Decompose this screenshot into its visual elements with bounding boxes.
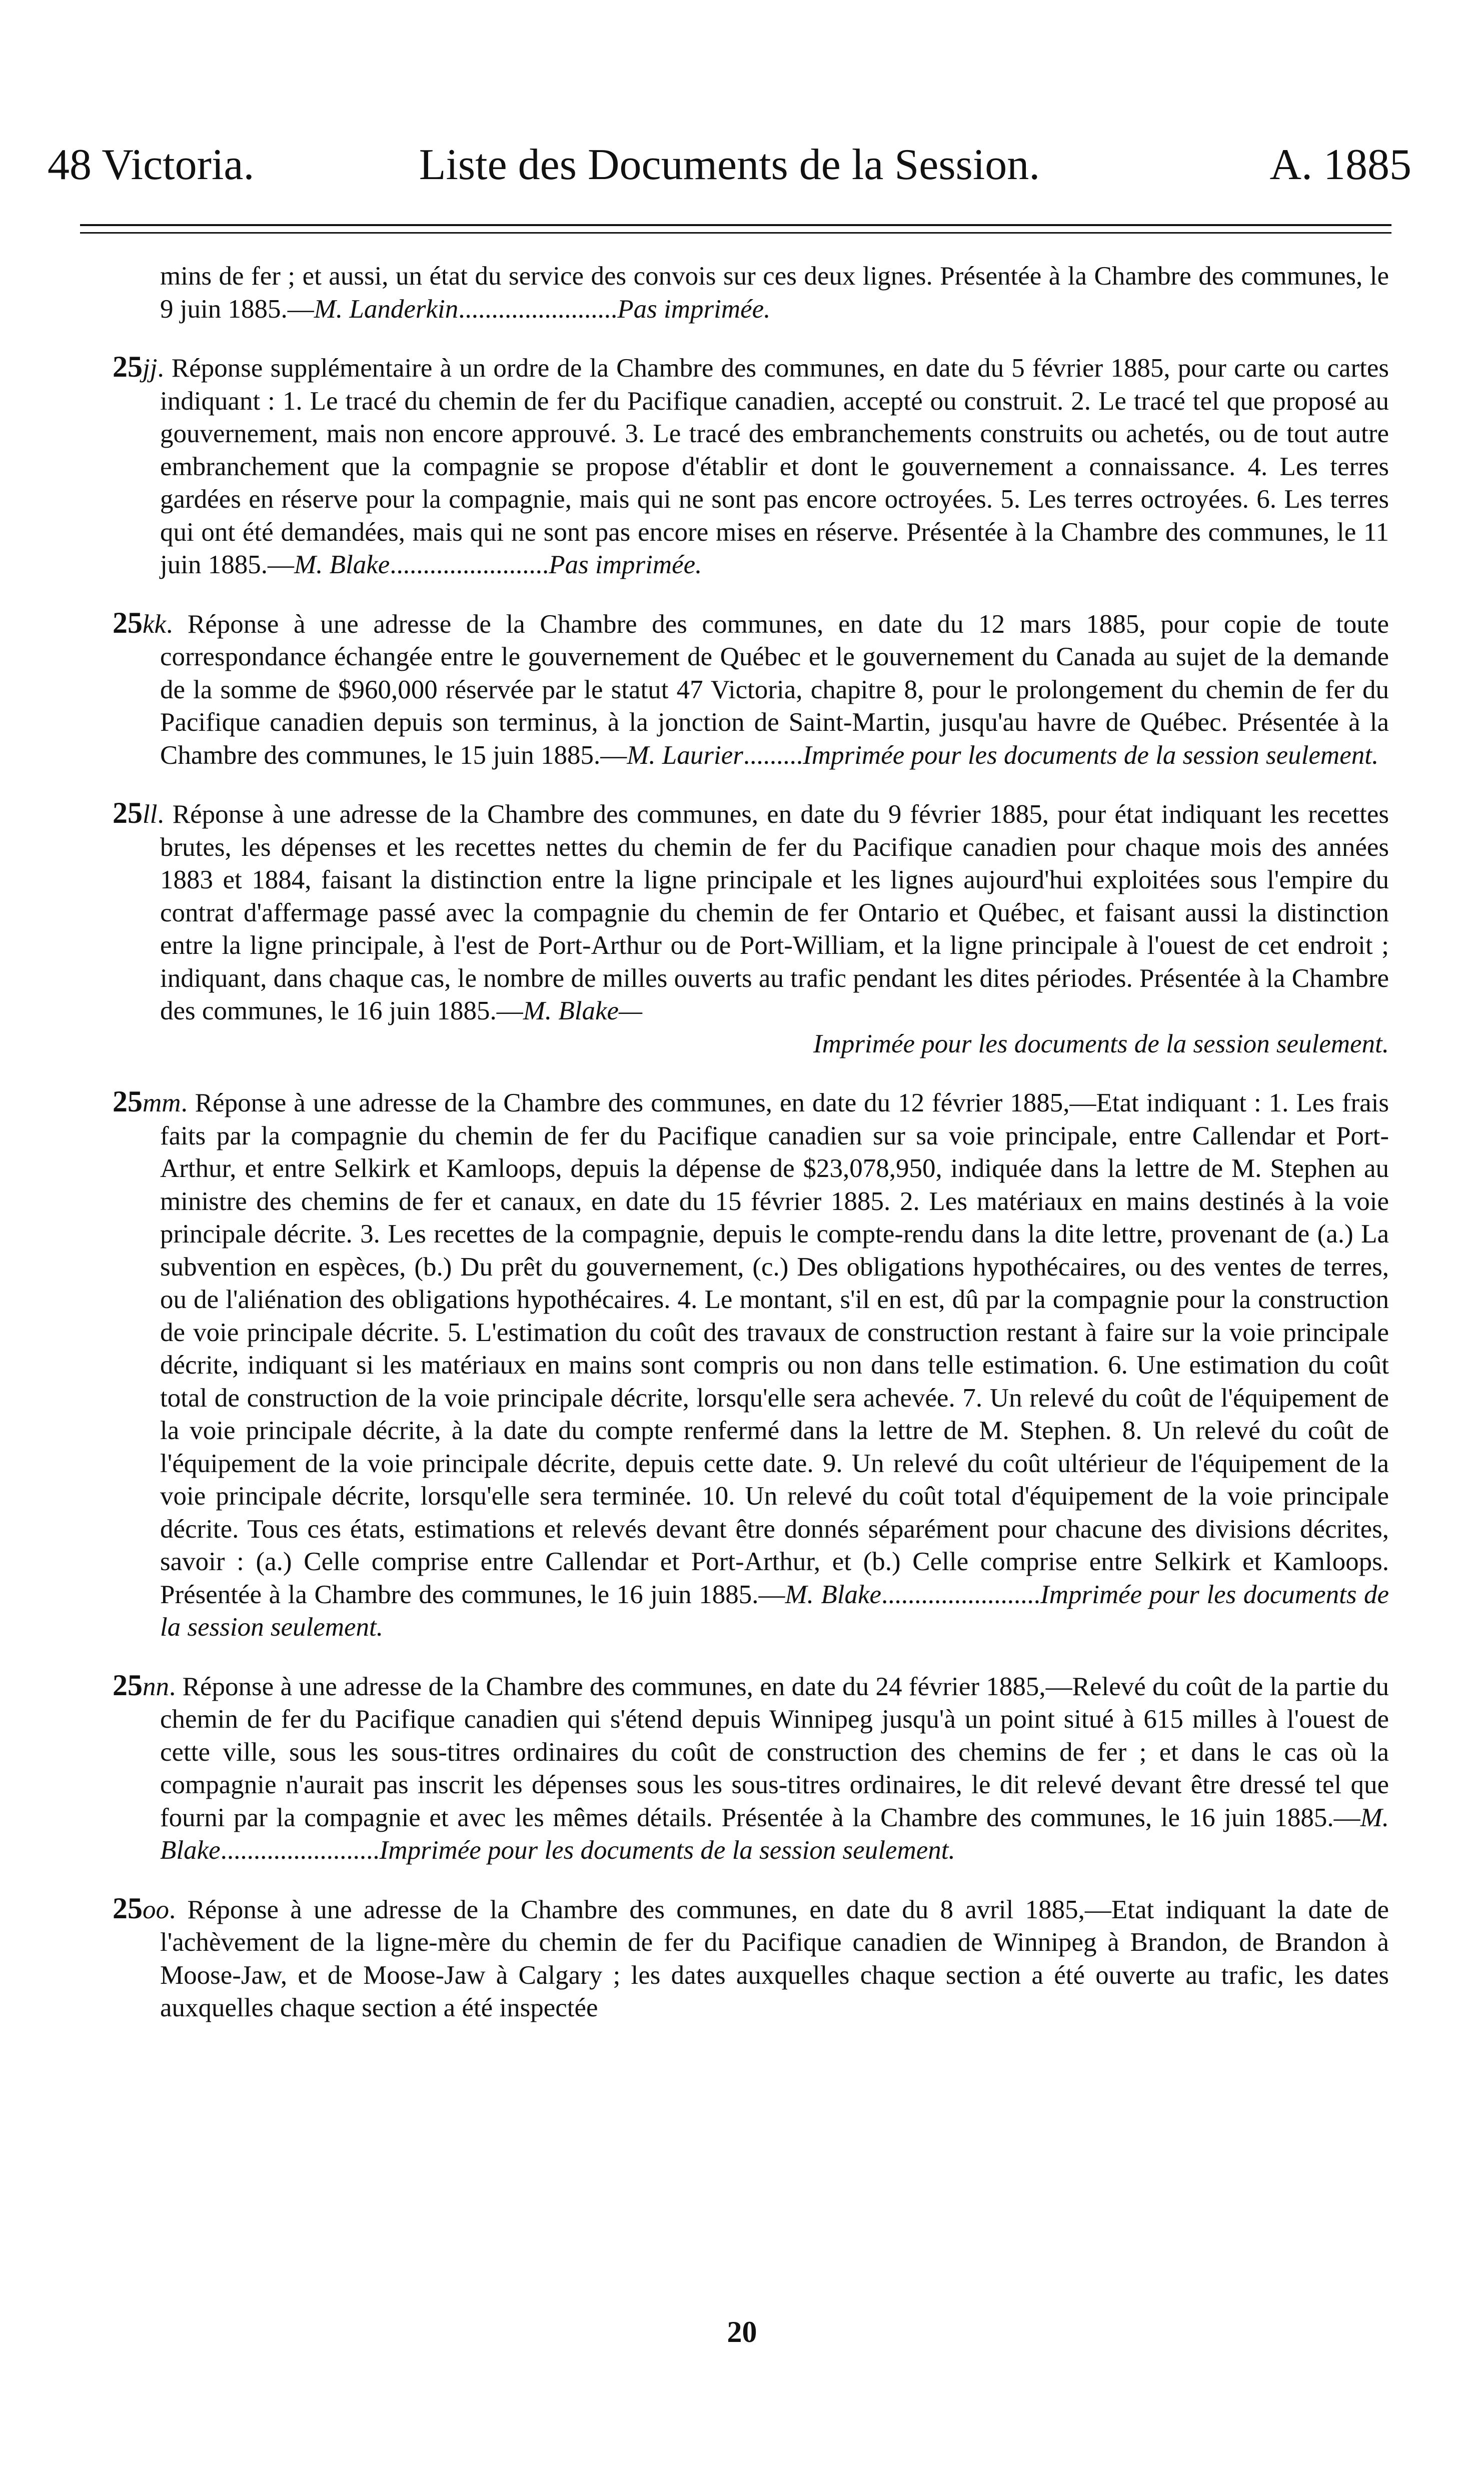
- entry-number: 25jj: [113, 350, 158, 383]
- entry-status: Imprimée pour les documents de la session seulement.: [160, 1580, 1389, 1642]
- header-title: Liste des Documents de la Session.: [419, 141, 1040, 189]
- entry-leader: ........................: [390, 550, 549, 579]
- entry-leader: ........................: [881, 1580, 1041, 1609]
- header-rule-bottom: [80, 232, 1391, 234]
- entry-status: Pas imprimée.: [617, 294, 771, 324]
- list-entry-25oo: [113, 1891, 1389, 2025]
- list-entry-continued: [160, 260, 1389, 326]
- list-entry-25nn: [113, 1668, 1389, 1867]
- entry-number: 25ll: [113, 796, 158, 829]
- list-entry-25ll: [113, 796, 1389, 1060]
- entry-status: Imprimée pour les documents de la session seulement.: [803, 740, 1379, 770]
- entry-mover: M. Blake: [785, 1580, 882, 1609]
- entry-leader: ........................: [220, 1836, 380, 1865]
- entry-number: 25mm: [113, 1085, 181, 1118]
- entry-text: . Réponse à une adresse de la Chambre des communes, en date du 12 mars 1885, pour copie de toute correspondance échangée entre le gouvernement de Québec et le gouvernement du Canada au sujet de la demande de la somme de $960,000 réservée par le statut 47 Victoria, chapitre 8, pour le prolongement du chemin de fer du Pacifique canadien depuis son terminus, à la jonction de Saint-Martin, jusqu'au havre de Québec. Présentée à la Chambre des communes, le 15 juin 1885.—: [160, 609, 1389, 770]
- entry-text: mins de fer ; et aussi, un état du service des convois sur ces deux lignes. Présentée à la Chambre des communes, le 9 juin 1885.—: [160, 262, 1389, 324]
- entry-status: Pas imprimée.: [549, 550, 702, 579]
- entry-text: . Réponse à une adresse de la Chambre des communes, en date du 24 février 1885,—Relevé du coût de la partie du chemin de fer du Pacifique canadien qui s'étend depuis Winnipeg jusqu'à un point situé à 615 milles à l'ouest de cette ville, sous les sous-titres ordinaires du coût de construction des chemins de fer ; et dans le cas où la compagnie n'aurait pas inscrit les dépenses sous les sous-titres ordinaires, le dit relevé devant être dressé tel que fourni par la compagnie et avec les mêmes détails. Présentée à la Chambre des communes, le 16 juin 1885.—: [160, 1672, 1389, 1832]
- entry-number: 25oo: [113, 1891, 169, 1925]
- list-entry-25kk: [113, 606, 1389, 772]
- entry-leader: .........: [743, 740, 803, 770]
- page-number: 20: [727, 2315, 757, 2348]
- entry-leader: ........................: [458, 294, 618, 324]
- entry-text: . Réponse à une adresse de la Chambre des communes, en date du 12 février 1885,—Etat indiquant : 1. Les frais faits par la compagnie du chemin de fer du Pacifique canadien sur sa voie principale, entre Callendar et Port-Arthur, et entre Selkirk et Kamloops, depuis la dépense de $23,078,950, indiquée dans la lettre de M. Stephen au ministre des chemins de fer et canaux, en date du 15 février 1885. 2. Les matériaux en mains destinés à la voie principale décrite. 3. Les recettes de la compagnie, depuis le compte-rendu dans la dite lettre, provenant de (a.) La subvention en espèces, (b.) Du prêt du gouvernement, (c.) Des obligations hypothécaires, ou des ventes de terres, ou de l'aliénation des obligations hypothécaires. 4. Le montant, s'il en est, dû par la compagnie pour la construction de voie principale décrite. 5. L'estimation du coût des travaux de construction restant à faire sur la voie principale décrite, indiquant si les matériaux en mains sont compris ou non dans telle estimation. 6. Une estimation du coût total de construction de la voie principale décrite, lorsqu'elle sera achevée. 7. Un relevé du coût de l'équipement de la voie principale décrite, à la date du compte renfermé dans la lettre de M. Stephen. 8. Un relevé du coût de l'équipement de la voie principale décrite, depuis cette date. 9. Un relevé du coût ultérieur de l'équipement de la voie principale décrite, lorsqu'elle sera terminée. 10. Un relevé du coût total d'équipement de la voie principale décrite. Tous ces états, estimations et relevés devant être donnés séparément pour chacune des divisions décrites, savoir : (a.) Celle comprise entre Callendar et Port-Arthur, et (b.) Celle comprise entre Selkirk et Kamloops. Présentée à la Chambre des communes, le 16 juin 1885.—: [160, 1088, 1389, 1609]
- list-entry-25jj: [113, 350, 1389, 582]
- header-volume: 48 Victoria.: [48, 141, 255, 189]
- entry-number: 25nn: [113, 1668, 169, 1702]
- entry-number: 25kk: [113, 606, 167, 639]
- entry-status: Imprimée pour les documents de la session seulement.: [813, 1029, 1389, 1058]
- header-rule-top: [80, 224, 1391, 226]
- entry-mover: M. Blake: [160, 1803, 1389, 1865]
- entry-mover: M. Laurier: [627, 740, 743, 770]
- entry-mover: M. Blake—: [523, 996, 643, 1025]
- list-entry-25mm: [113, 1085, 1389, 1644]
- entry-mover: M. Blake: [294, 550, 390, 579]
- entry-text: . Réponse à une adresse de la Chambre des communes, en date du 8 avril 1885,—Etat indiquant la date de l'achèvement de la ligne-mère du chemin de fer du Pacifique canadien de Winnipeg à Brandon, de Brandon à Moose-Jaw, et de Moose-Jaw à Calgary ; les dates auxquelles chaque section a été ouverte au trafic, les dates auxquelles chaque section a été inspectée: [160, 1895, 1389, 2022]
- header-year: A. 1885: [1269, 141, 1411, 189]
- document-list: [113, 260, 1389, 2050]
- entry-text: . Réponse à une adresse de la Chambre des communes, en date du 9 février 1885, pour état indiquant les recettes brutes, les dépenses et les recettes nettes du chemin de fer du Pacifique canadien pour chaque mois des années 1883 et 1884, faisant la distinction entre la ligne principale et les lignes aujourd'hui exploitées sous l'empire du contrat d'affermage passé avec la compagnie du chemin de fer Ontario et Québec, et faisant aussi la distinction entre la ligne principale, à l'est de Port-Arthur ou de Port-William, et la ligne principale à l'ouest de cet endroit ; indiquant, dans chaque cas, le nombre de milles ouverts au trafic pendant les dites périodes. Présentée à la Chambre des communes, le 16 juin 1885.—: [157, 800, 1389, 1025]
- entry-text: . Réponse supplémentaire à un ordre de la Chambre des communes, en date du 5 février 1885, pour carte ou cartes indiquant : 1. Le tracé du chemin de fer du Pacifique canadien, accepté ou construit. 2. Le tracé tel que proposé au gouvernement, mais non encore approuvé. 3. Le tracé des embranchements construits ou achetés, ou de tout autre embranchement que la compagnie se propose d'établir et dont le gouvernement a connaissance. 4. Les terres gardées en réserve pour la compagnie, mais qui ne sont pas encore octroyées. 5. Les terres octroyées. 6. Les terres qui ont été demandées, mais qui ne sont pas encore mises en réserve. Présentée à la Chambre des communes, le 11 juin 1885.—: [157, 354, 1389, 579]
- page-header: [48, 135, 1411, 195]
- entry-mover: M. Landerkin: [314, 294, 459, 324]
- entry-status: Imprimée pour les documents de la session seulement.: [379, 1836, 955, 1865]
